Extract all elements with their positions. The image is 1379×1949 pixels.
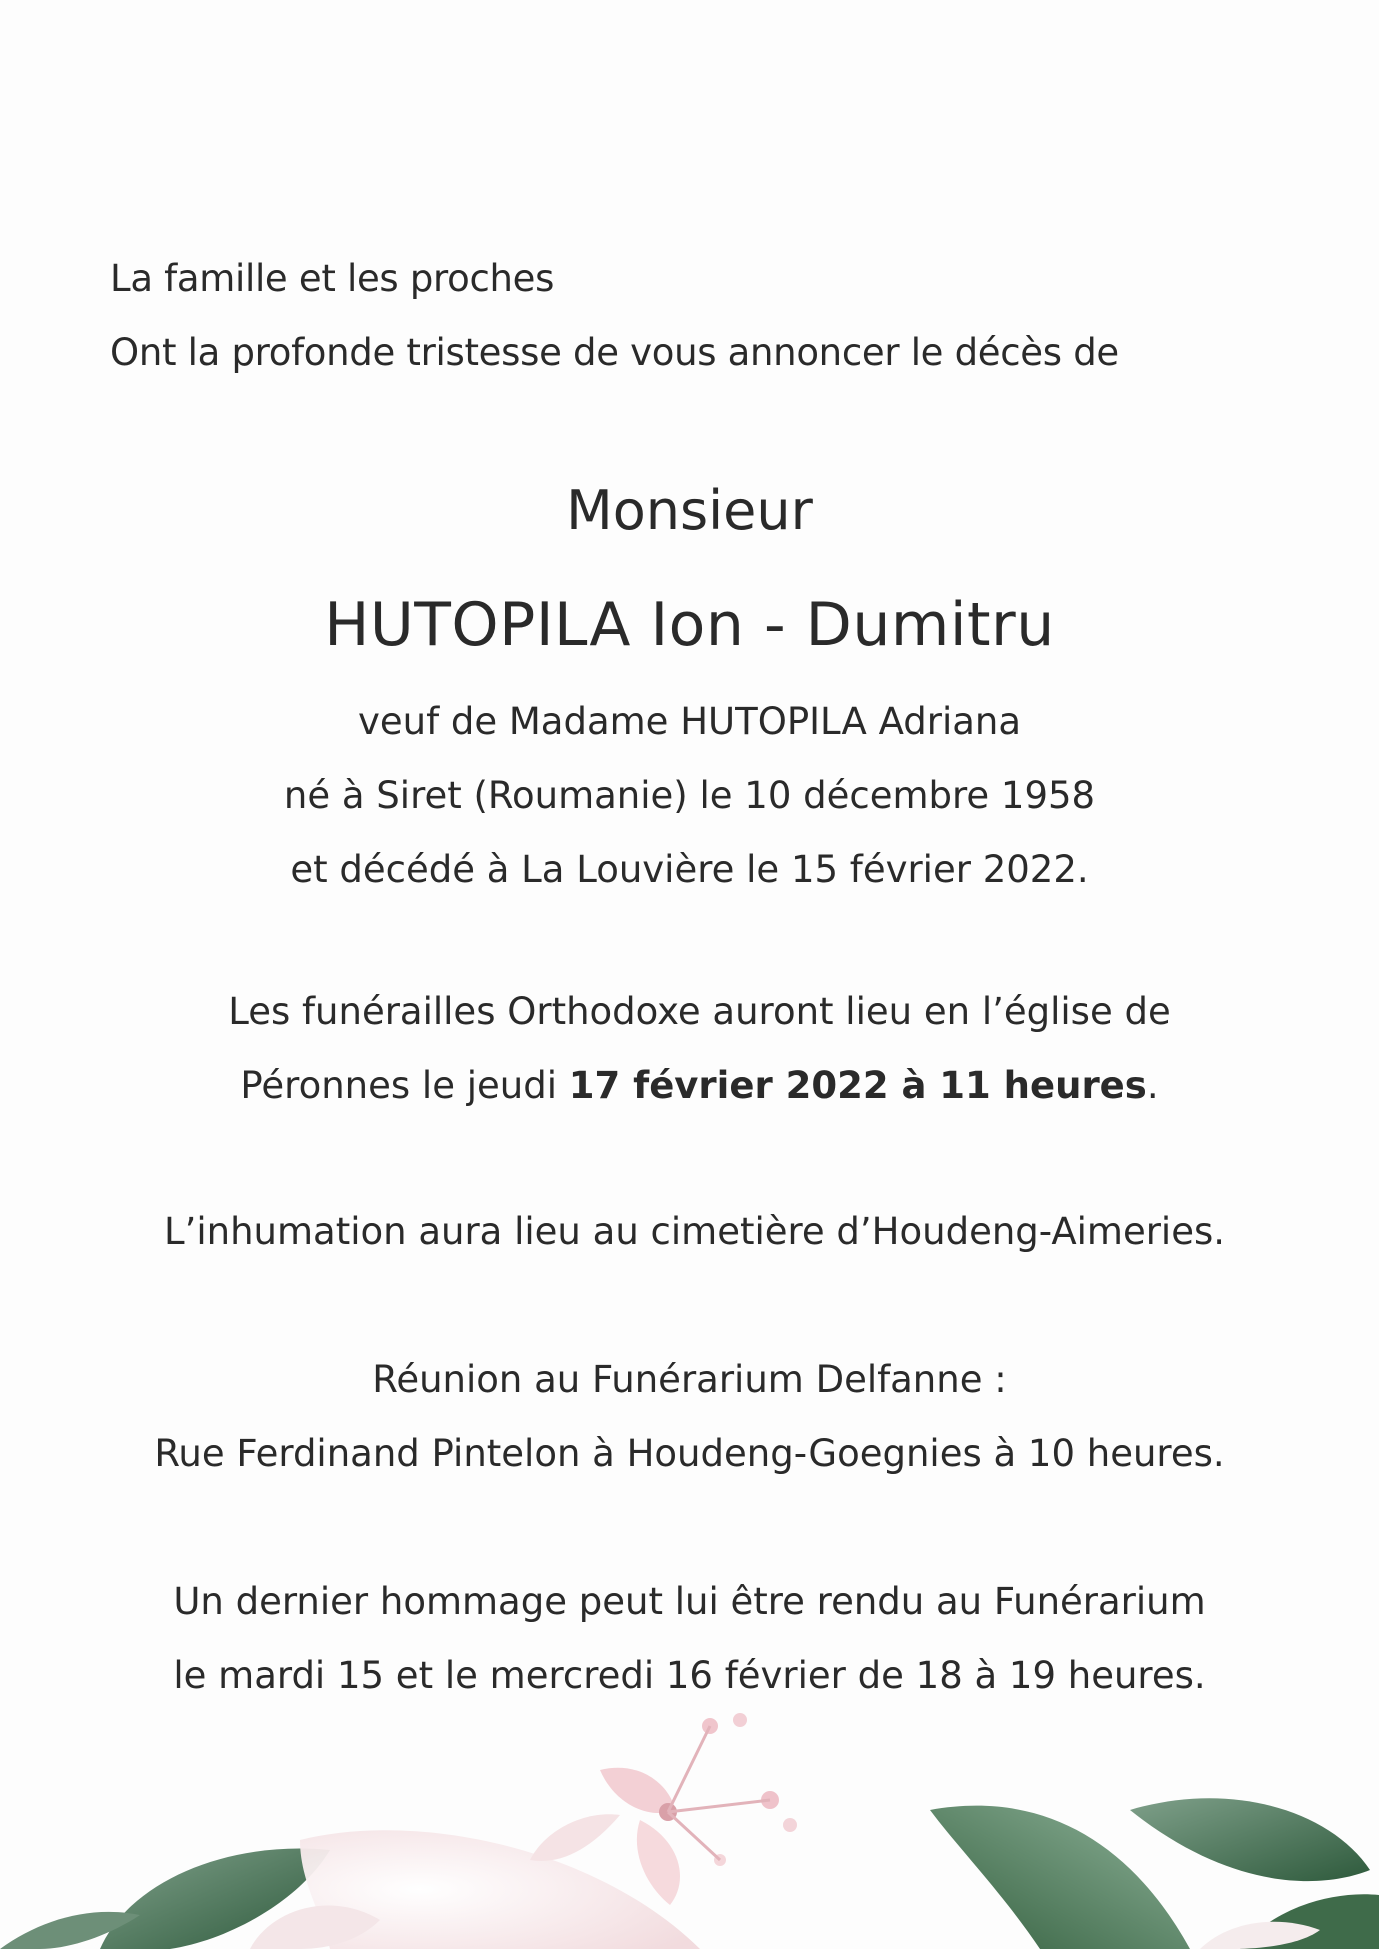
tribute-line-2: le mardi 15 et le mercredi 16 février de 18 à 19 heures.: [173, 1654, 1206, 1697]
meeting-line-1: Réunion au Funérarium Delfanne :: [372, 1358, 1007, 1401]
honorific: Monsieur: [566, 479, 813, 542]
leaf-right-2: [1130, 1798, 1370, 1881]
funeral-date: 17 février 2022 à 11 heures: [568, 1064, 1147, 1107]
intro-line-1: La famille et les proches: [110, 257, 555, 300]
funeral-line-1: Les funérailles Orthodoxe auront lieu en l’église de: [228, 990, 1171, 1033]
petal-center-2: [637, 1820, 680, 1905]
burial-line: L’inhumation aura lieu au cimetière d’Houdeng-Aimeries.: [163, 1210, 1226, 1253]
funeral-date-prefix: Péronnes le jeudi: [240, 1064, 569, 1107]
petal-center-3: [530, 1814, 620, 1861]
burial-info: [5, 1195, 1379, 1269]
deceased-name: HUTOPILA Ion - Dumitru: [324, 590, 1055, 660]
birth-line: né à Siret (Roumanie) le 10 décembre 1958: [283, 774, 1096, 817]
bud-2: [733, 1713, 747, 1727]
flower-decoration: [0, 1690, 1379, 1949]
meeting-line-2: Rue Ferdinand Pintelon à Houdeng-Goegnies à 10 heures.: [154, 1432, 1225, 1475]
intro-line-2: Ont la profonde tristesse de vous annoncer le décès de: [110, 331, 1119, 374]
bud-4: [783, 1818, 797, 1832]
funeral-date-suffix: .: [1146, 1064, 1159, 1107]
tribute-line-1: Un dernier hommage peut lui être rendu au Funérarium: [173, 1580, 1206, 1623]
death-line: et décédé à La Louvière le 15 février 2022.: [290, 848, 1089, 891]
funeral-info: [10, 975, 1379, 1123]
stem-1: [668, 1726, 770, 1860]
deceased-name-block: [0, 586, 1379, 664]
funeral-line-2: [10, 1049, 1379, 1123]
intro-text: [110, 242, 1119, 390]
meeting-info: [0, 1343, 1379, 1491]
widow-of-line: veuf de Madame HUTOPILA Adriana: [357, 700, 1022, 743]
deceased-details: [0, 685, 1379, 907]
leaf-right-1: [930, 1806, 1190, 1949]
honorific-title: [0, 476, 1379, 546]
